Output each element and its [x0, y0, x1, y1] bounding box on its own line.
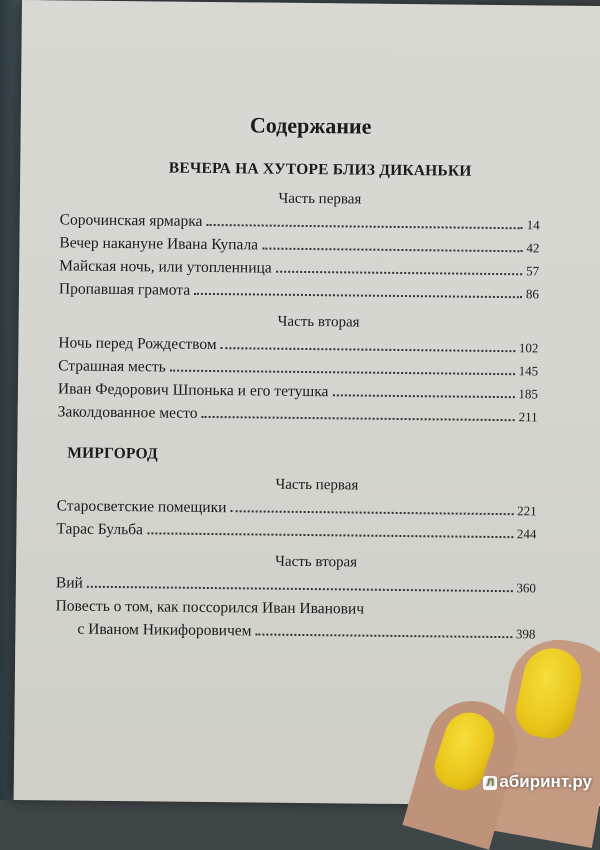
entry-name: Вий	[55, 574, 83, 592]
watermark-text: абиринт.ру	[499, 772, 592, 791]
dot-leader	[255, 632, 511, 638]
entry-name: Сорочинская ярмарка	[59, 211, 203, 230]
entry-name: Заколдованное место	[57, 403, 198, 422]
dot-leader	[147, 531, 513, 538]
book-title: ВЕЧЕРА НА ХУТОРЕ БЛИЗ ДИКАНЬКИ	[168, 159, 472, 180]
dot-leader	[332, 393, 514, 398]
dot-leader	[276, 270, 523, 276]
dot-leader	[170, 369, 515, 376]
toc-entry	[56, 520, 536, 548]
dot-leader	[201, 415, 514, 421]
dot-leader	[230, 509, 513, 515]
entry-name: Иван Федорович Шпонька и его тетушка	[57, 380, 329, 401]
watermark	[483, 772, 592, 792]
part-heading: Часть вторая	[277, 313, 360, 331]
part-heading: Часть вторая	[275, 553, 358, 571]
entry-page: 57	[526, 263, 540, 279]
entry-name: Ночь перед Рождеством	[58, 334, 217, 354]
part-heading: Часть первая	[278, 190, 362, 208]
toc-entry	[58, 403, 538, 431]
entry-name-line2: с Иваном Никифоровичем	[77, 620, 252, 640]
dot-leader	[87, 585, 513, 592]
entry-page: 398	[515, 626, 536, 642]
entry-page: 145	[518, 363, 539, 379]
entry-page: 360	[516, 580, 536, 596]
entry-page: 221	[517, 503, 537, 519]
dot-leader	[262, 247, 522, 253]
entry-name: Старосветские помещики	[56, 497, 227, 517]
book-title: МИРГОРОД	[67, 444, 158, 463]
entry-name: Вечер накануне Ивана Купала	[59, 234, 259, 254]
entry-page: 86	[525, 286, 540, 302]
toc-entry	[59, 280, 539, 308]
table-of-contents	[55, 110, 541, 648]
entry-name: Майская ночь, или утопленница	[59, 257, 272, 277]
entry-name: Пропавшая грамота	[58, 280, 191, 299]
entry-page: 185	[518, 386, 538, 402]
entry-page: 244	[516, 526, 537, 542]
dot-leader	[194, 292, 522, 298]
dot-leader	[206, 223, 522, 229]
part-heading: Часть первая	[275, 476, 359, 494]
entry-page: 211	[518, 409, 538, 425]
labyrinth-logo-icon: Л	[483, 776, 497, 790]
entry-name: Тарас Бульба	[56, 520, 144, 539]
dot-leader	[221, 346, 515, 352]
entry-page: 102	[518, 340, 539, 356]
entry-page: 42	[526, 240, 540, 256]
toc-title: Содержание	[249, 112, 372, 139]
entry-page: 14	[526, 217, 540, 233]
entry-name-line1: Повесть о том, как поссорился Иван Иванович	[55, 597, 365, 618]
entry-name: Страшная месть	[58, 357, 166, 376]
toc-entry	[55, 620, 535, 648]
